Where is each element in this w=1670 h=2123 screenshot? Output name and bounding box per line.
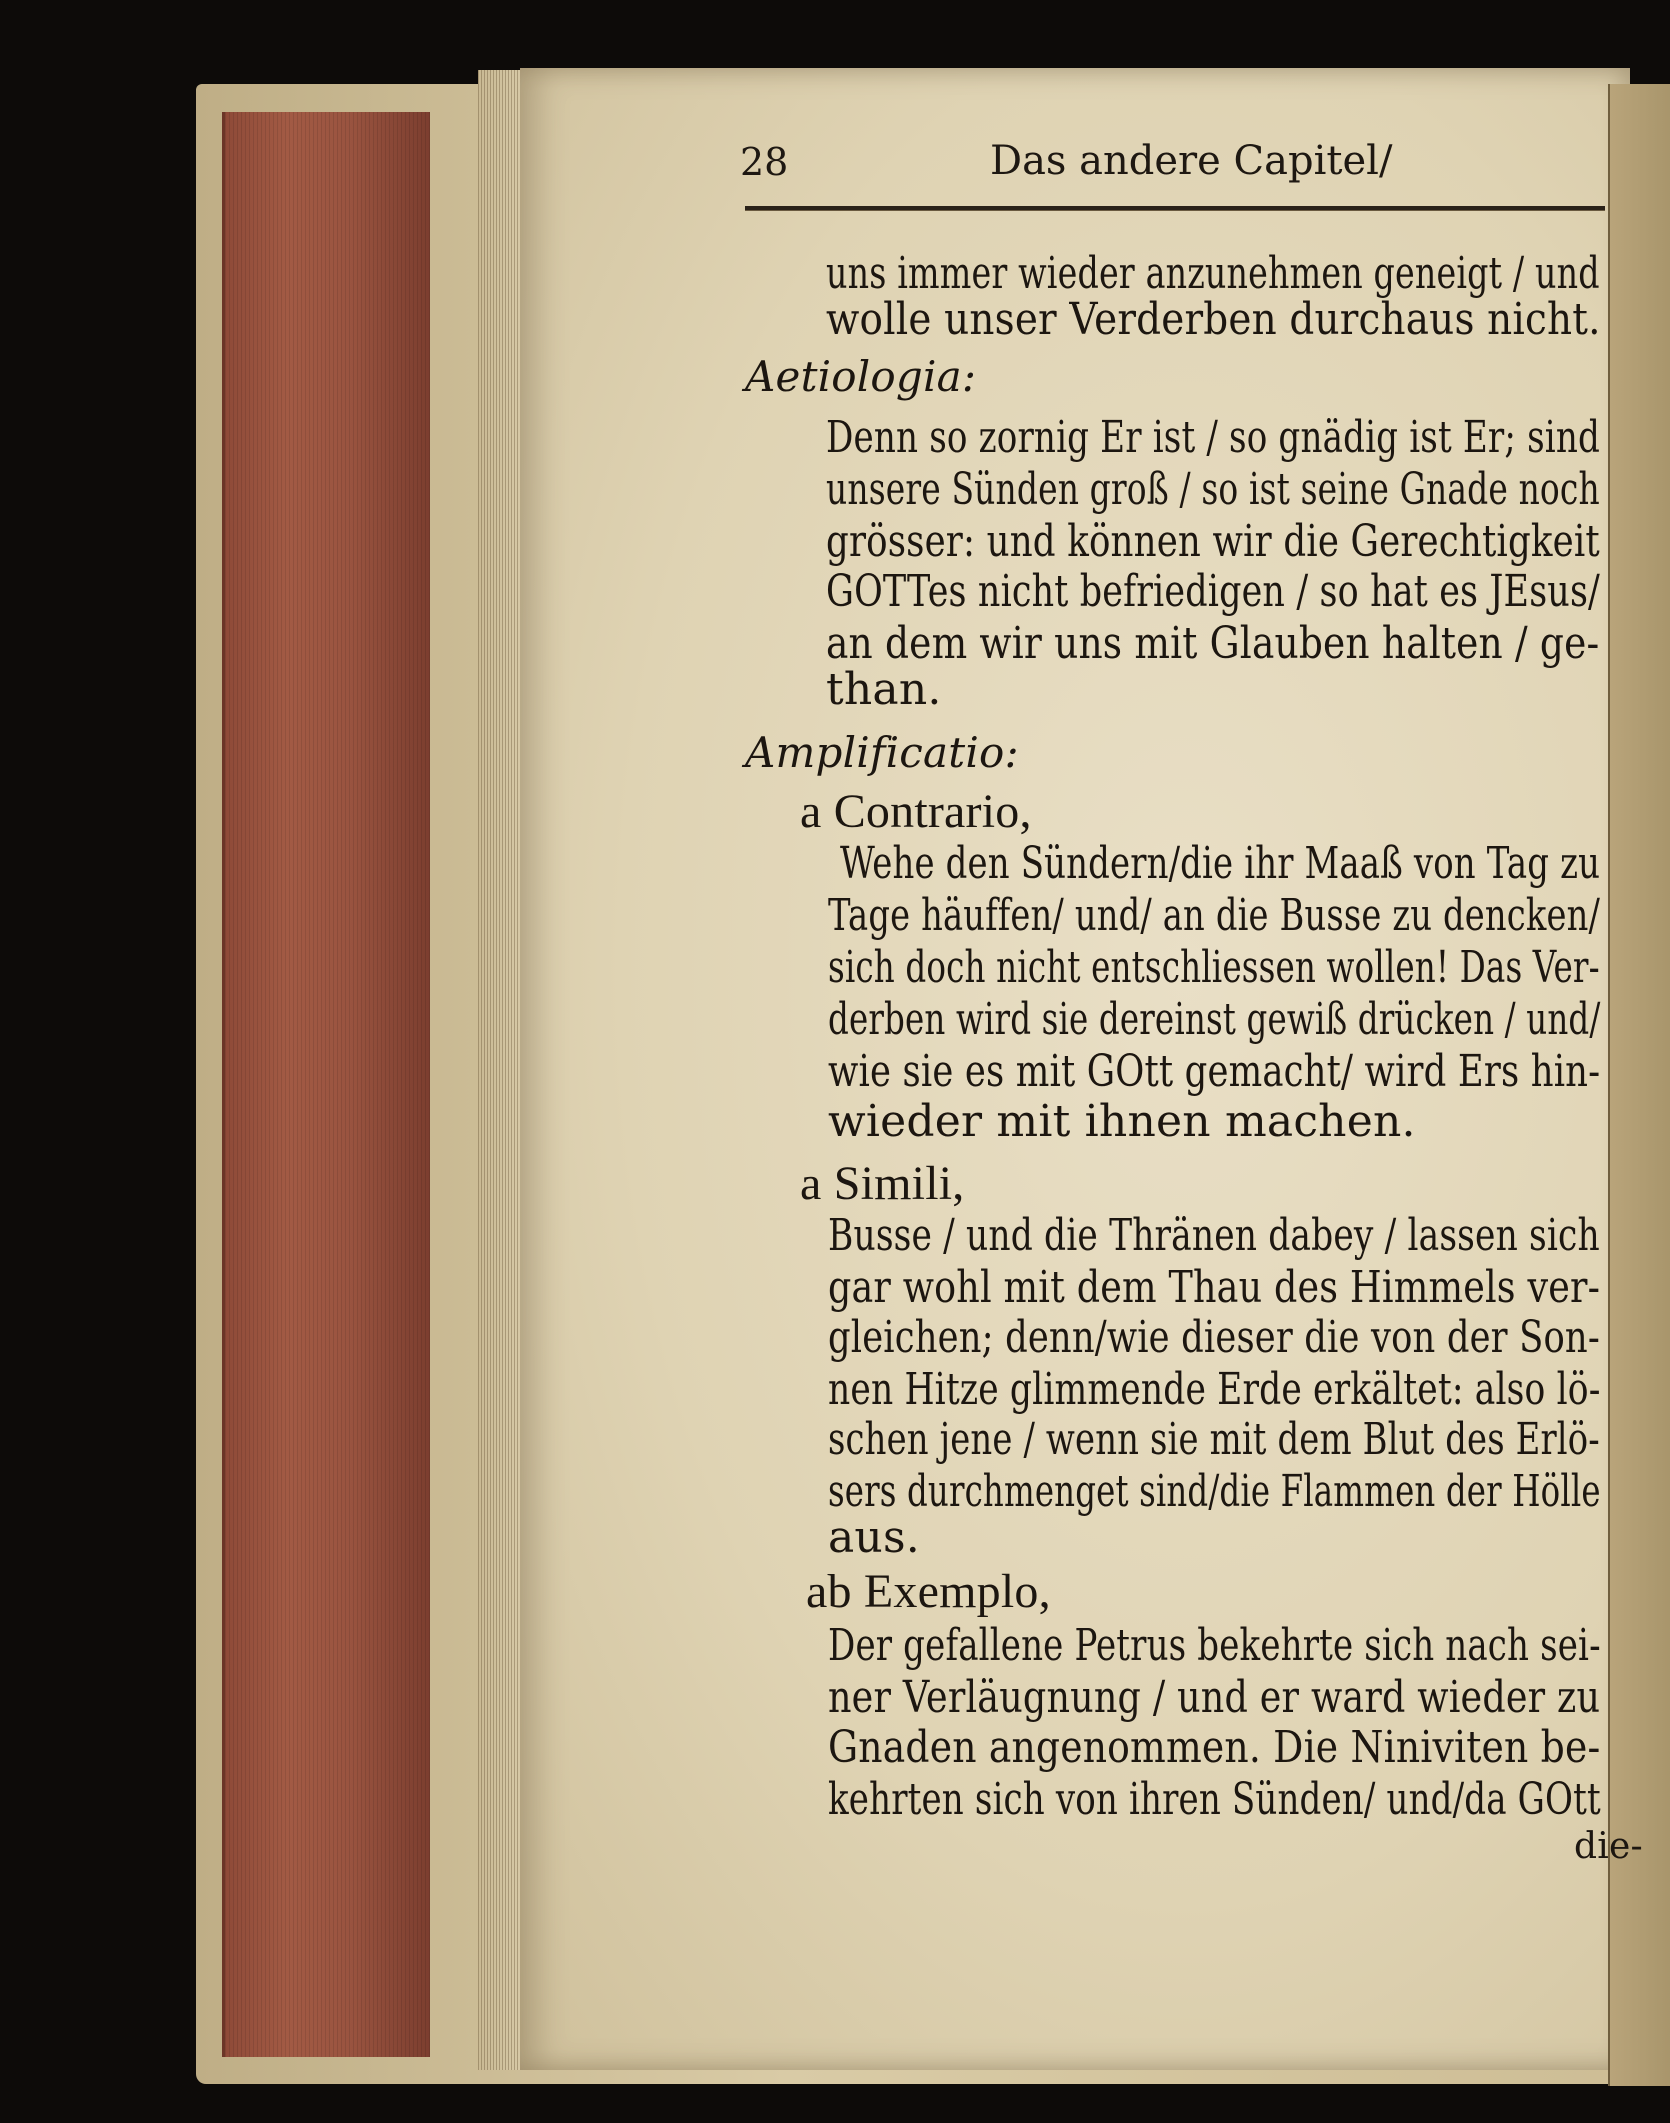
subsection-label: a Contrario, xyxy=(800,785,1032,838)
text-line: GOTTes nicht befriedigen / so hat es JEsus/ xyxy=(826,566,1600,617)
page-number: 28 xyxy=(740,140,789,184)
text-line: Wehe den Sündern/die ihr Maaß von Tag zu xyxy=(840,838,1601,889)
facing-leaf-edge xyxy=(1608,84,1670,2086)
subsection-label: a Simili, xyxy=(800,1157,965,1210)
section-label: Amplificatio: xyxy=(745,728,1019,777)
text-line: schen jene / wenn sie mit dem Blut des Erlö- xyxy=(828,1414,1600,1465)
text-line: Busse / und die Thränen dabey / lassen sich xyxy=(828,1210,1600,1261)
subsection-label: ab Exemplo, xyxy=(806,1565,1051,1618)
text-line: unsere Sünden groß / so ist seine Gnade noch xyxy=(826,464,1600,515)
text-line: sers durchmenget sind/die Flammen der Hölle xyxy=(828,1466,1601,1517)
text-line: Denn so zornig Er ist / so gnädig ist Er; sind xyxy=(826,412,1600,463)
running-head-title: Das andere Capitel/ xyxy=(990,138,1393,184)
text-line: sich doch nicht entschliessen wollen! Das Ver- xyxy=(828,942,1600,993)
text-line: wieder mit ihnen machen. xyxy=(828,1096,1416,1147)
text-line: ner Verläugnung / und er ward wieder zu xyxy=(828,1672,1601,1723)
header-rule xyxy=(745,206,1605,211)
text-line: derben wird sie dereinst gewiß drücken / und/ xyxy=(828,994,1601,1045)
text-line: Der gefallene Petrus bekehrte sich nach sei- xyxy=(828,1620,1601,1671)
text-line: aus. xyxy=(828,1512,920,1563)
text-line: kehrten sich von ihren Sünden/ und/da GOtt xyxy=(828,1774,1601,1825)
text-line: an dem wir uns mit Glauben halten / ge- xyxy=(826,618,1600,669)
text-line: gar wohl mit dem Thau des Himmels ver- xyxy=(828,1262,1601,1313)
catchword: die- xyxy=(1574,1826,1643,1867)
text-line: nen Hitze glimmende Erde erkältet: also lö- xyxy=(828,1364,1601,1415)
section-label: Aetiologia: xyxy=(745,352,977,401)
text-line: wolle unser Verderben durchaus nicht. xyxy=(826,294,1601,345)
text-line: wie sie es mit GOtt gemacht/ wird Ers hin- xyxy=(828,1046,1601,1097)
text-line: Gnaden angenommen. Die Niniviten be- xyxy=(828,1722,1601,1773)
text-line: than. xyxy=(826,664,942,715)
text-line: Tage häuffen/ und/ an die Busse zu dencken/ xyxy=(828,890,1600,941)
red-fore-edge xyxy=(222,112,430,2057)
text-line: grösser: und können wir die Gerechtigkeit xyxy=(826,516,1600,567)
text-line: gleichen; denn/wie dieser die von der Son- xyxy=(828,1312,1600,1363)
text-line: uns immer wieder anzunehmen geneigt / und xyxy=(826,248,1600,299)
